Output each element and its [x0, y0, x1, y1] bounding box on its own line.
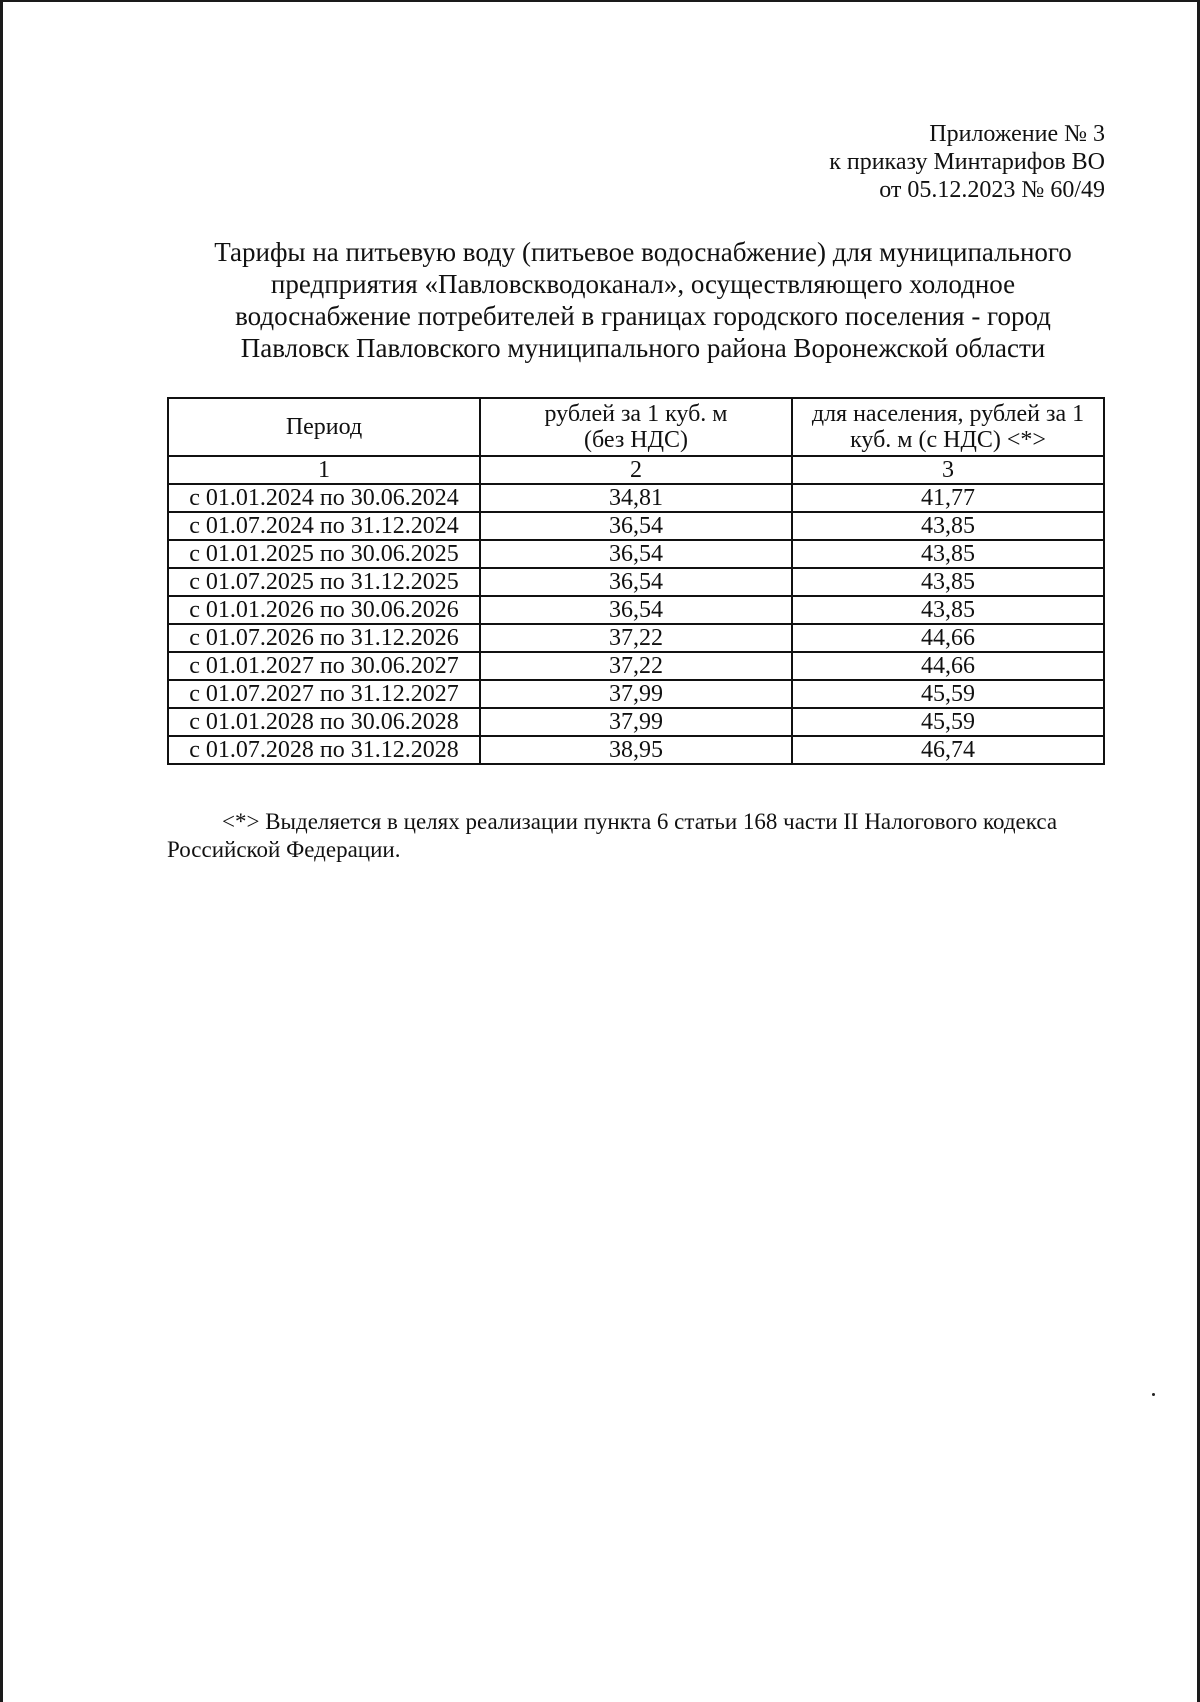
cell-price-no-vat: 37,99: [480, 708, 792, 736]
cell-price-with-vat: 45,59: [792, 680, 1104, 708]
cell-period: с 01.01.2024 по 30.06.2024: [168, 484, 480, 512]
title-line-4: Павловск Павловского муниципального района Воронежской области: [240, 333, 1046, 363]
cell-price-with-vat: 44,66: [792, 652, 1104, 680]
cell-price-with-vat: 45,59: [792, 708, 1104, 736]
footnote-line-1: <*> Выделяется в целях реализации пункта 6 статьи 168 части II Налогового кодекса: [222, 809, 1058, 834]
page-edge-top: [0, 0, 1200, 2]
cell-price-with-vat: 44,66: [792, 624, 1104, 652]
table-row: [168, 512, 1104, 540]
cell-price-with-vat: 46,74: [792, 736, 1104, 764]
table-header-row: [168, 398, 1104, 456]
cell-period: с 01.01.2026 по 30.06.2026: [168, 596, 480, 624]
table-row: [168, 568, 1104, 596]
cell-price-with-vat: 43,85: [792, 596, 1104, 624]
header-price-no-vat: рублей за 1 куб. м (без НДС): [480, 398, 792, 456]
cell-period: с 01.07.2026 по 31.12.2026: [168, 624, 480, 652]
table-row: [168, 484, 1104, 512]
cell-price-no-vat: 36,54: [480, 512, 792, 540]
cell-period: с 01.07.2024 по 31.12.2024: [168, 512, 480, 540]
appendix-date: от 05.12.2023 № 60/49: [879, 177, 1105, 203]
cell-period: с 01.01.2028 по 30.06.2028: [168, 708, 480, 736]
footnote: [167, 808, 1107, 864]
cell-price-with-vat: 43,85: [792, 512, 1104, 540]
cell-period: с 01.07.2028 по 31.12.2028: [168, 736, 480, 764]
column-number-2: 2: [480, 456, 792, 484]
table-row: [168, 736, 1104, 764]
cell-period: с 01.07.2027 по 31.12.2027: [168, 680, 480, 708]
header-period: Период: [168, 398, 480, 456]
table-row: [168, 680, 1104, 708]
column-number-1: 1: [168, 456, 480, 484]
cell-price-with-vat: 41,77: [792, 484, 1104, 512]
scan-speck: [1152, 1393, 1155, 1396]
column-number-3: 3: [792, 456, 1104, 484]
cell-price-no-vat: 36,54: [480, 596, 792, 624]
cell-price-with-vat: 43,85: [792, 568, 1104, 596]
footnote-line-2: Российской Федерации.: [167, 837, 401, 862]
column-number-row: [168, 456, 1104, 484]
table-row: [168, 596, 1104, 624]
title-line-2: предприятия «Павловскводоканал», осуществляющего холодное: [270, 269, 1016, 299]
appendix-number: Приложение № 3: [929, 121, 1105, 147]
table-row: [168, 540, 1104, 568]
appendix-reference: [829, 120, 1105, 204]
cell-price-no-vat: 38,95: [480, 736, 792, 764]
cell-period: с 01.01.2027 по 30.06.2027: [168, 652, 480, 680]
cell-price-no-vat: 37,99: [480, 680, 792, 708]
page-edge-left: [0, 0, 3, 1702]
title-line-3: водоснабжение потребителей в границах городского поселения - город: [235, 301, 1051, 331]
cell-price-no-vat: 34,81: [480, 484, 792, 512]
cell-price-no-vat: 37,22: [480, 652, 792, 680]
table-row: [168, 652, 1104, 680]
cell-price-no-vat: 36,54: [480, 540, 792, 568]
tariff-table: [167, 397, 1105, 765]
cell-period: с 01.07.2025 по 31.12.2025: [168, 568, 480, 596]
table-row: [168, 624, 1104, 652]
cell-price-no-vat: 37,22: [480, 624, 792, 652]
appendix-order: к приказу Минтарифов ВО: [829, 149, 1105, 175]
cell-period: с 01.01.2025 по 30.06.2025: [168, 540, 480, 568]
header-price-with-vat: для населения, рублей за 1 куб. м (с НДС) <*>: [792, 398, 1104, 456]
document-title: [150, 236, 1136, 364]
table-row: [168, 708, 1104, 736]
cell-price-with-vat: 43,85: [792, 540, 1104, 568]
title-line-1: Тарифы на питьевую воду (питьевое водоснабжение) для муниципального: [214, 237, 1072, 267]
cell-price-no-vat: 36,54: [480, 568, 792, 596]
